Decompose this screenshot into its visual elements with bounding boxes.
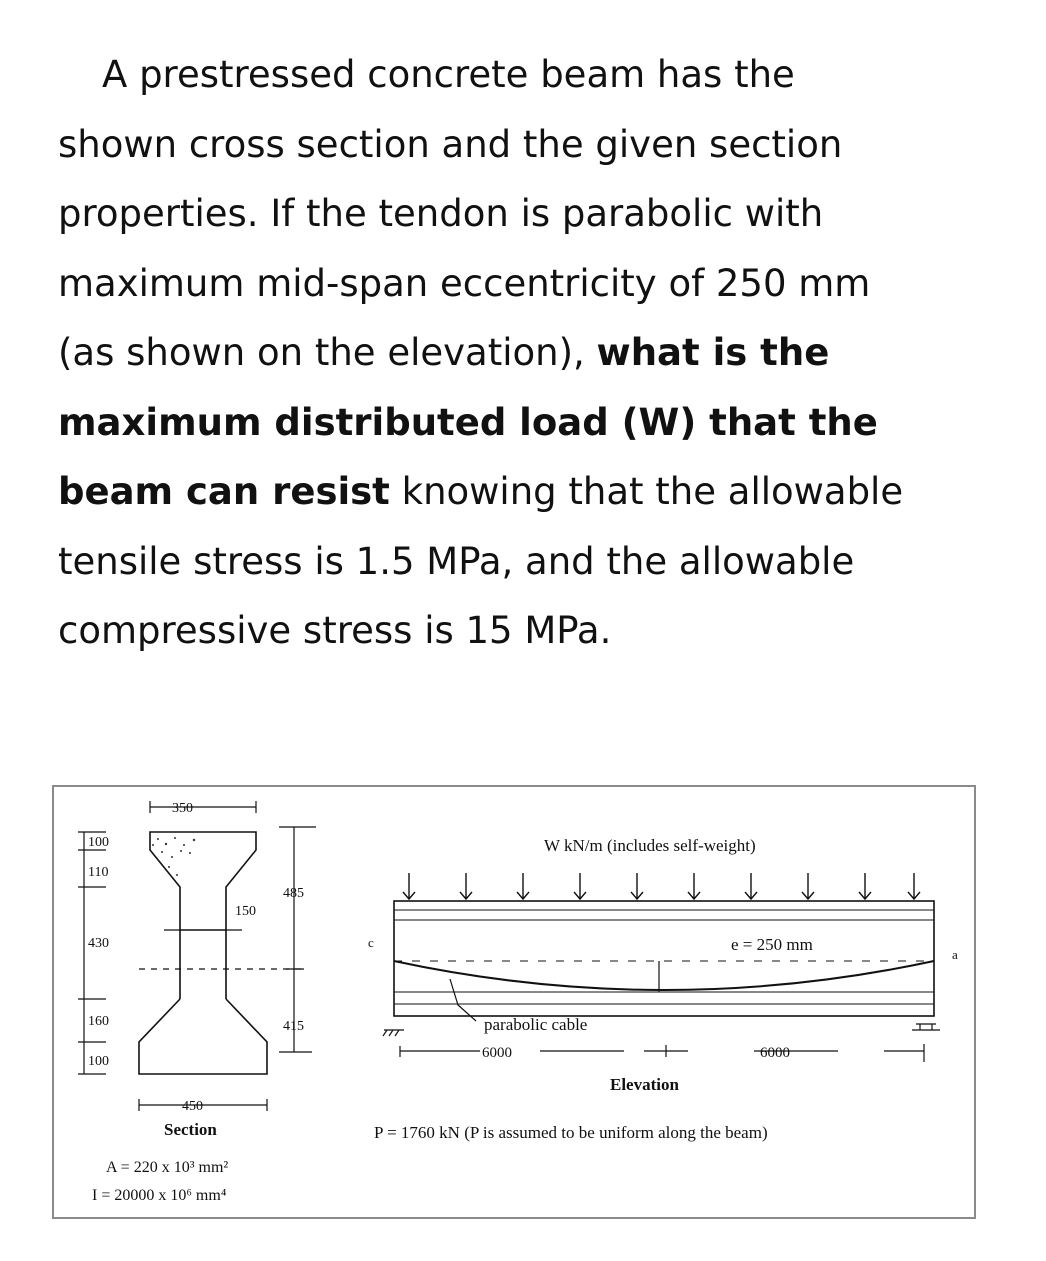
right-span-label: 6000	[760, 1045, 790, 1061]
cable-label: parabolic cable	[484, 1015, 588, 1034]
problem-line-7-plain: knowing that the allowable	[389, 470, 904, 513]
problem-line-5	[58, 318, 998, 388]
left-span-label: 6000	[482, 1045, 512, 1061]
left-support	[383, 1030, 404, 1036]
eccentricity-label: e = 250 mm	[731, 935, 813, 954]
concrete-texture	[152, 837, 195, 876]
problem-statement	[58, 40, 998, 666]
section-bottom-width: 450	[182, 1099, 203, 1114]
right-support	[912, 1024, 940, 1030]
figure-drawing	[54, 787, 974, 1217]
section-dim-100-bottom: 100	[88, 1054, 109, 1069]
elevation-left-marker: c	[368, 935, 374, 950]
section-caption: Section	[164, 1120, 217, 1139]
section-web-width: 150	[235, 904, 256, 919]
i-beam-web	[180, 930, 226, 999]
section-area: A = 220 x 10³ mm²	[106, 1159, 229, 1176]
problem-line-7-bold: beam can resist	[58, 470, 390, 513]
problem-line-2: shown cross section and the given section	[58, 122, 843, 166]
prestress-label: P = 1760 kN (P is assumed to be uniform along the beam)	[374, 1123, 768, 1142]
section-dim-160: 160	[88, 1014, 109, 1029]
section-dim-430: 430	[88, 936, 109, 951]
elevation-right-marker: a	[952, 947, 958, 962]
elevation-caption: Elevation	[610, 1075, 679, 1094]
cross-section-drawing	[78, 801, 316, 1111]
section-inertia: I = 20000 x 10⁶ mm⁴	[92, 1187, 227, 1204]
section-dim-100-top: 100	[88, 835, 109, 850]
section-dim-110: 110	[88, 865, 109, 880]
problem-line-3: properties. If the tendon is parabolic with	[58, 192, 824, 235]
parabolic-cable	[394, 961, 934, 990]
load-arrows	[403, 873, 920, 899]
problem-line-6-bold: maximum distributed load (W) that the	[58, 400, 878, 444]
load-label: W kN/m (includes self-weight)	[544, 836, 756, 855]
problem-line-6	[58, 388, 998, 458]
problem-line-5-bold: what is the	[596, 331, 830, 374]
section-top-width: 350	[172, 801, 193, 816]
problem-line-5-plain: (as shown on the elevation),	[58, 331, 597, 374]
i-beam-bottom-flange	[139, 999, 267, 1074]
beam-elevation-outline	[394, 901, 934, 1016]
problem-line-4: maximum mid-span eccentricity of 250 mm	[58, 261, 871, 305]
section-dim-415: 415	[283, 1019, 304, 1034]
problem-line-8: tensile stress is 1.5 MPa, and the allowable	[58, 539, 855, 583]
elevation-drawing	[383, 873, 940, 1062]
section-dim-485: 485	[283, 886, 304, 901]
problem-line-7	[58, 457, 998, 527]
problem-line-1: A prestressed concrete beam has the	[102, 53, 795, 96]
figure-frame	[52, 785, 976, 1219]
problem-line-9: compressive stress is 15 MPa.	[58, 609, 612, 652]
